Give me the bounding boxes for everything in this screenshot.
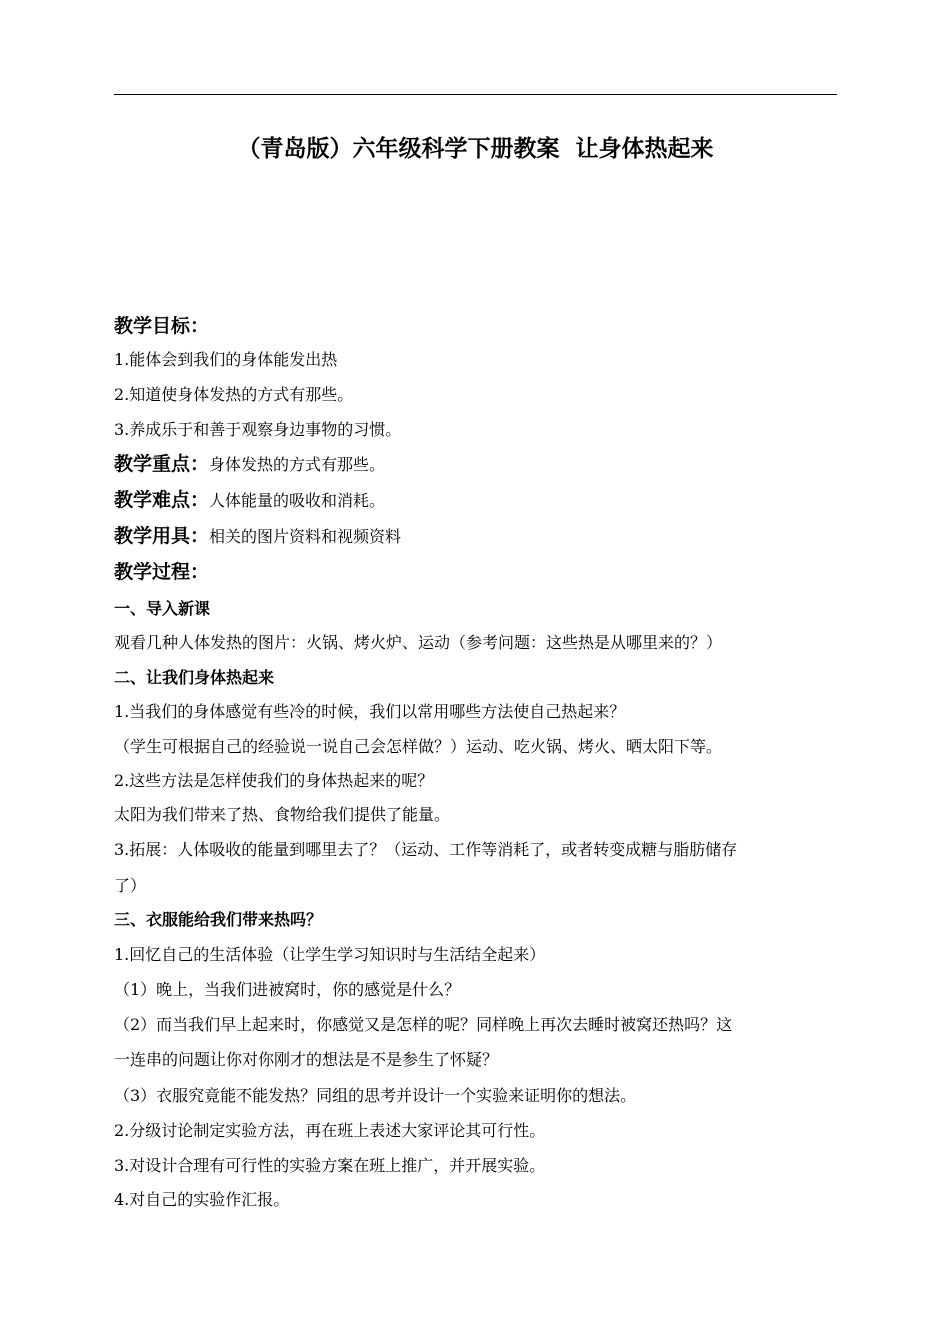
tools-value: 相关的图片资料和视频资料 (209, 527, 402, 546)
section2-heading: 二、让我们身体热起来 (114, 668, 275, 687)
key-point-row (114, 452, 844, 477)
tools-row (114, 524, 844, 549)
section2-line: 1.当我们的身体感觉有些冷的时候，我们以常用哪些方法使自己热起来？ (114, 702, 626, 721)
objective-item: 2.知道使身体发热的方式有那些。 (114, 385, 354, 404)
header-rule (114, 94, 837, 95)
section2-line: （学生可根据自己的经验说一说自己会怎样做？）运动、吃火锅、烤火、晒太阳下等。 (114, 737, 723, 756)
section3-line: 1.回忆自己的生活体验（让学生学习知识时与生活结全起来） (114, 945, 546, 964)
objectives-heading: 教学目标： (114, 315, 210, 337)
section1-heading: 一、导入新课 (114, 599, 211, 618)
difficulty-value: 人体能量的吸收和消耗。 (209, 491, 386, 510)
difficulty-row (114, 488, 844, 513)
section3-line: （2）而当我们早上起来时，你感觉又是怎样的呢？同样晚上再次去睡时被窝还热吗？这 (114, 1015, 733, 1034)
section2-line: 2.这些方法是怎样使我们的身体热起来的呢？ (114, 771, 434, 790)
section3-line: 3.对设计合理有可行性的实验方案在班上推广，并开展实验。 (114, 1156, 546, 1175)
objective-item: 3.养成乐于和善于观察身边事物的习惯。 (114, 420, 402, 439)
section2-line: 了） (114, 876, 147, 895)
tools-label: 教学用具： (114, 525, 210, 547)
section3-line: （3）衣服究竟能不能发热？同组的思考并设计一个实验来证明你的想法。 (114, 1086, 637, 1105)
section1-line: 观看几种人体发热的图片：火锅、烤火炉、运动（参考问题：这些热是从哪里来的？） (114, 633, 723, 652)
section3-heading: 三、衣服能给我们带来热吗？ (114, 910, 323, 929)
difficulty-label: 教学难点： (114, 489, 210, 511)
objective-item: 1.能体会到我们的身体能发出热 (114, 350, 338, 369)
section3-line: 2.分级讨论制定实验方法，再在班上表述大家评论其可行性。 (114, 1121, 546, 1140)
section2-line: 太阳为我们带来了热、食物给我们提供了能量。 (114, 805, 451, 824)
process-heading: 教学过程： (114, 561, 210, 583)
key-point-value: 身体发热的方式有那些。 (209, 455, 386, 474)
section3-line: （1）晚上，当我们进被窝时，你的感觉是什么？ (114, 980, 461, 999)
section3-line: 一连串的问题让你对你刚才的想法是不是参生了怀疑？ (114, 1050, 499, 1069)
section3-line: 4.对自己的实验作汇报。 (114, 1190, 290, 1209)
key-point-label: 教学重点： (114, 453, 210, 475)
section2-line: 3.拓展：人体吸收的能量到哪里去了？（运动、工作等消耗了，或者转变成糖与脂肪储存 (114, 840, 738, 859)
document-title: （青岛版）六年级科学下册教案 让身体热起来 (237, 136, 714, 162)
